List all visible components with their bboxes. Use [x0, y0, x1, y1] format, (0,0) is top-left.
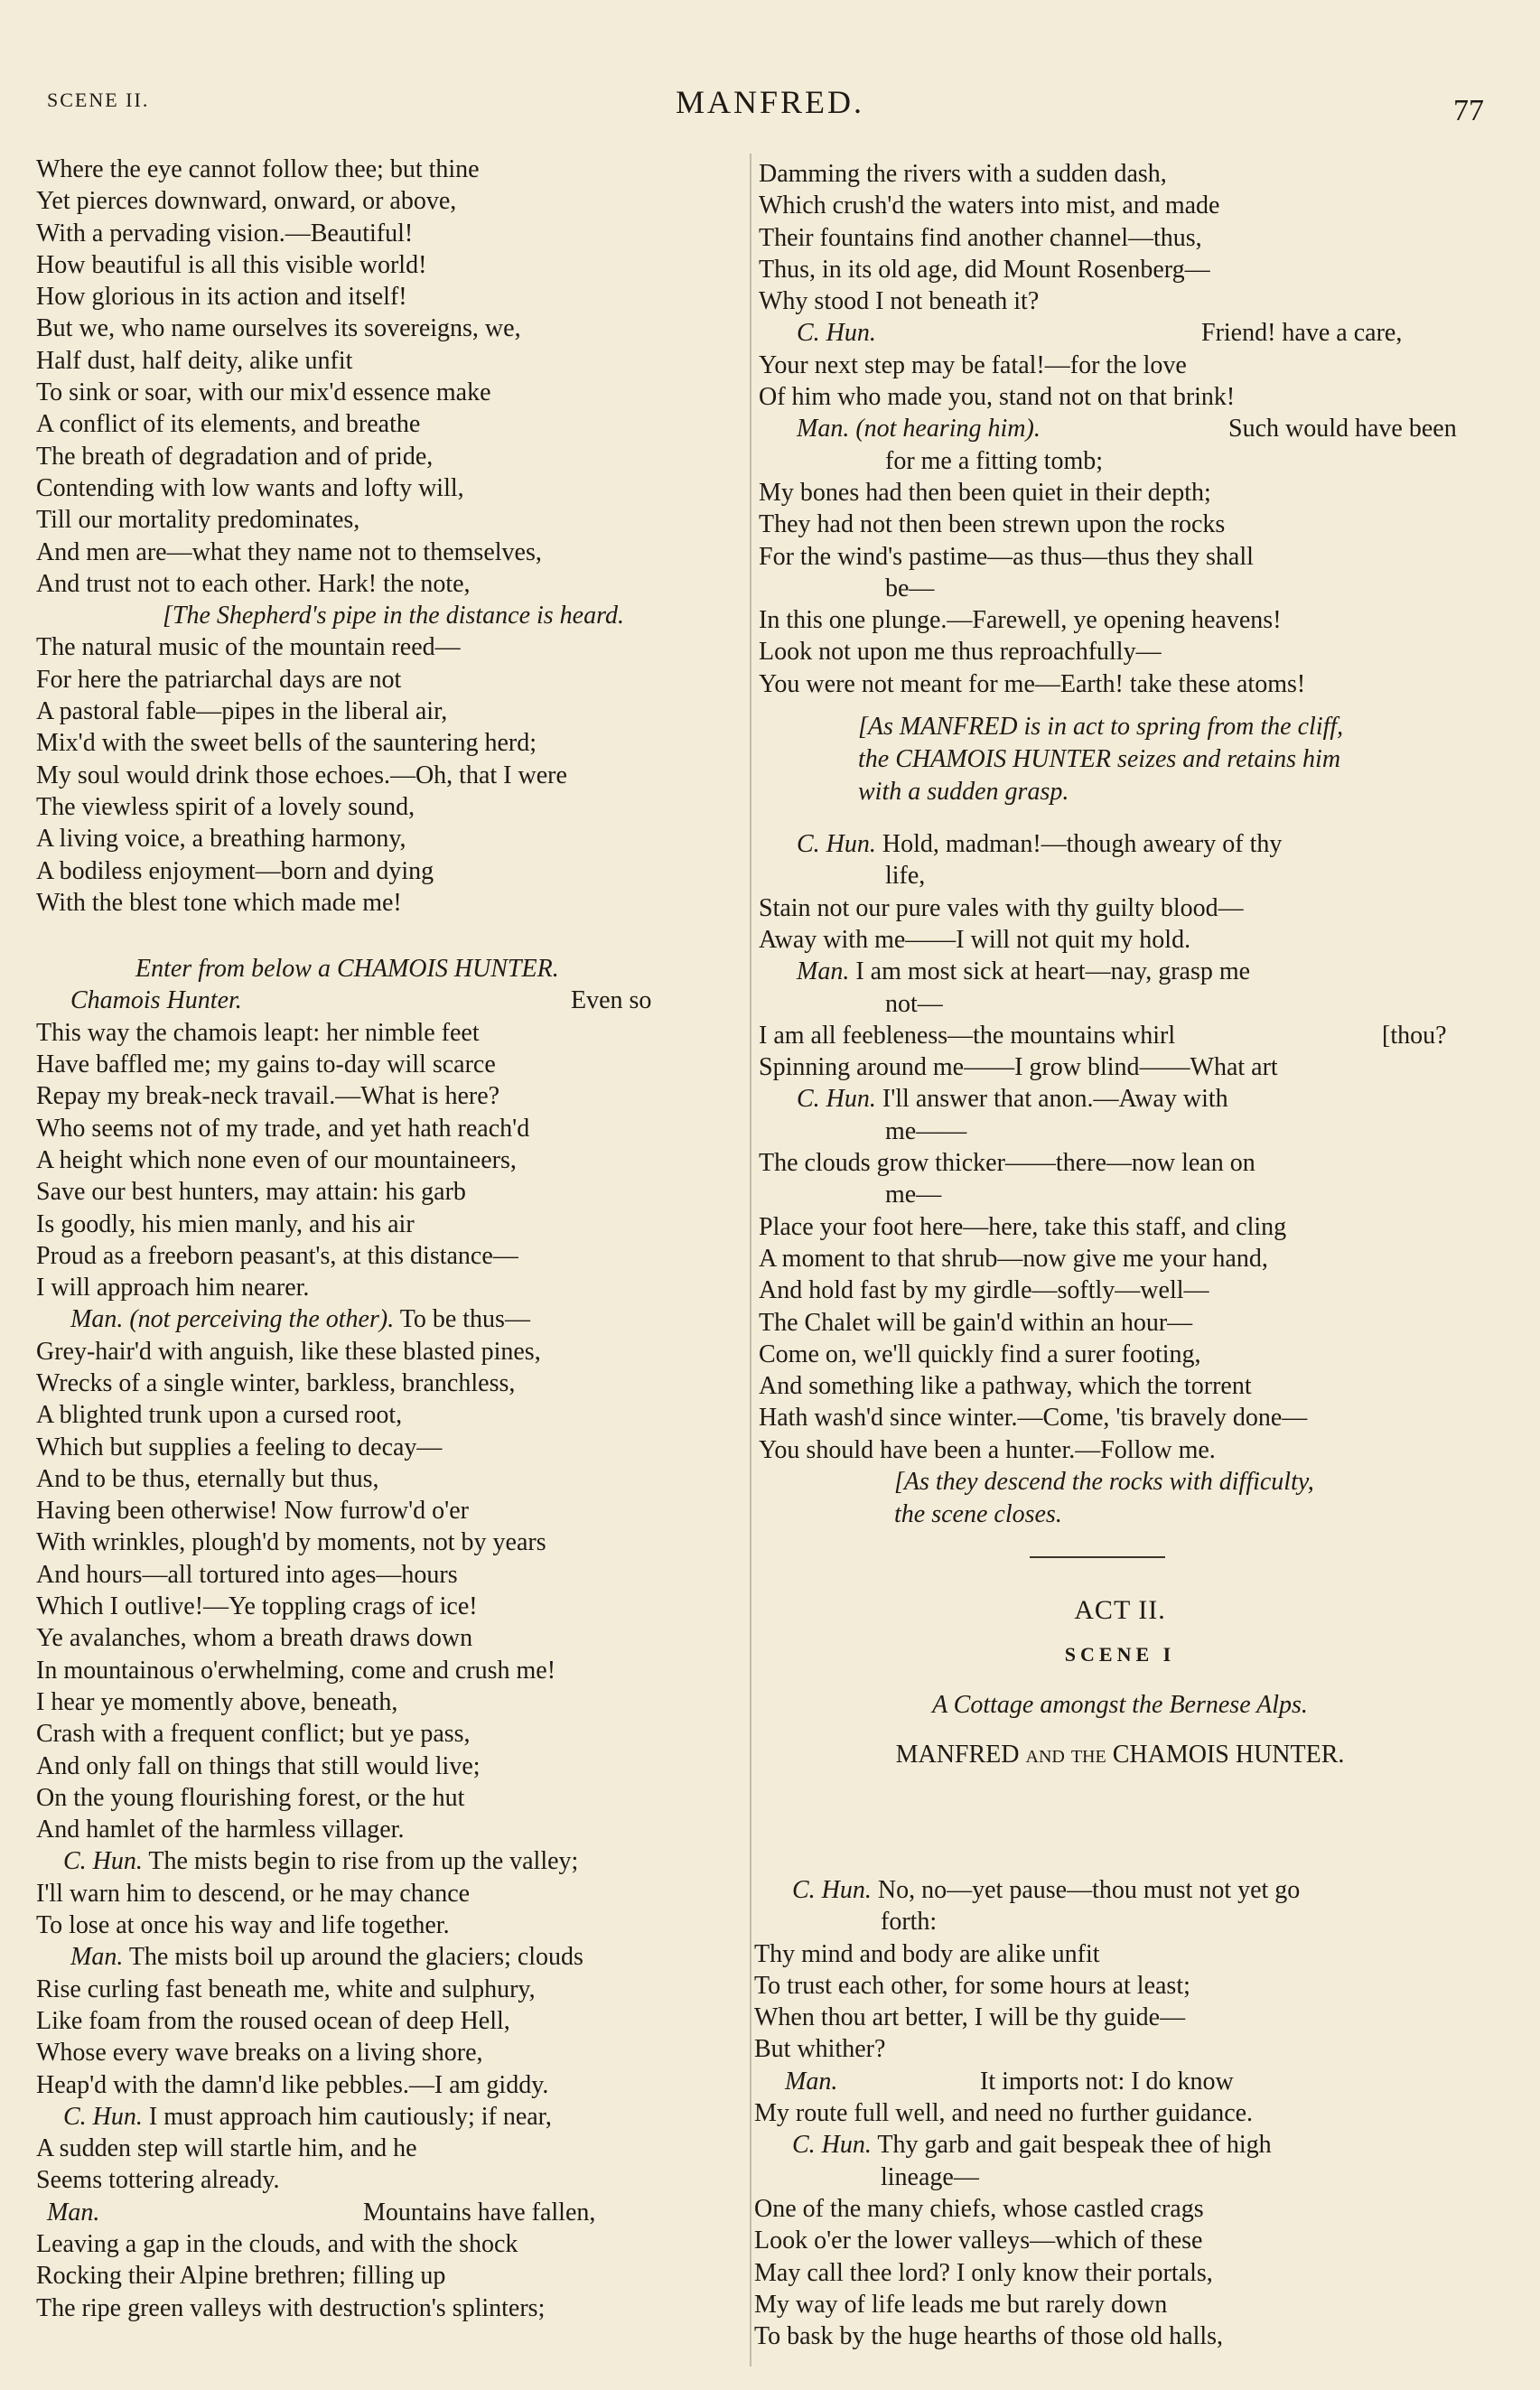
- running-title: MANFRED.: [675, 84, 865, 120]
- stage-direction: [The Shepherd's pipe in the distance is heard.: [163, 602, 624, 630]
- speech-heading: [759, 1083, 1481, 1115]
- verse-line: My way of life leads me but rarely down: [754, 2290, 1168, 2319]
- verse-line: Seems tottering already.: [36, 2166, 280, 2195]
- verse-fragment: Such would have been: [1228, 415, 1457, 443]
- verse-wrap: be—: [885, 574, 935, 602]
- speaker-name: Man.: [785, 2067, 838, 2096]
- verse-line: You were not meant for me—Earth! take these atoms!: [759, 669, 1306, 698]
- verse-line: Half dust, half deity, alike unfit: [36, 346, 353, 375]
- verse-line: Their fountains find another channel—thus,: [759, 223, 1202, 252]
- column-divider: [750, 154, 751, 2367]
- speaker-name: Man. (not hearing him).: [797, 415, 1041, 443]
- verse-line: Stain not our pure vales with thy guilty blood—: [759, 893, 1244, 922]
- verse-line: Which but supplies a feeling to decay—: [36, 1433, 443, 1461]
- verse-wrap: for me a fitting tomb;: [885, 446, 1104, 475]
- scene-title: SCENE I: [1064, 1643, 1176, 1666]
- verse-line: To trust each other, for some hours at least;: [754, 1971, 1190, 2000]
- scene-setting: A Cottage amongst the Bernese Alps.: [932, 1690, 1308, 1719]
- verse-line: With a pervading vision.—Beautiful!: [36, 219, 414, 247]
- verse-line: Repay my break-neck travail.—What is here?: [36, 1082, 500, 1111]
- verse-line: Till our mortality predominates,: [36, 506, 360, 535]
- verse-line: For the wind's pastime—as thus—thus they shall: [759, 542, 1254, 571]
- verse-line: I'll warn him to descend, or he may chance: [36, 1879, 471, 1908]
- verse-fragment: The mists begin to rise from up the valley;: [148, 1847, 579, 1876]
- verse-line: How beautiful is all this visible world!: [36, 250, 427, 279]
- act-title: ACT II.: [1074, 1594, 1166, 1625]
- verse-line: And trust not to each other. Hark! the note,: [36, 569, 471, 598]
- verse-line: Your next step may be fatal!—for the love: [759, 350, 1187, 379]
- verse-line: Have baffled me; my gains to-day will scarce: [36, 1050, 496, 1079]
- section-rule: [1030, 1556, 1165, 1558]
- verse-line: One of the many chiefs, whose castled crags: [754, 2194, 1204, 2223]
- speaker-name: Man.: [797, 957, 850, 986]
- speaker-name: C. Hun.: [792, 2131, 872, 2160]
- verse-line: Whose every wave breaks on a living shore,: [36, 2039, 483, 2068]
- verse-line: Who seems not of my trade, and yet hath reach'd: [36, 1114, 530, 1143]
- verse-line: And only fall on things that still would live;: [36, 1751, 481, 1780]
- speaker-name: C. Hun.: [792, 1876, 872, 1904]
- verse-line: Come on, we'll quickly find a surer footing,: [759, 1340, 1201, 1368]
- speech-heading: [759, 828, 1481, 860]
- verse-line: Look o'er the lower valleys—which of these: [754, 2227, 1203, 2255]
- speaker-name: C. Hun.: [797, 319, 876, 348]
- speaker-name: C. Hun.: [797, 830, 876, 859]
- speech-heading: [36, 985, 741, 1016]
- speech-heading: [754, 2066, 1486, 2097]
- verse-line: This way the chamois leapt: her nimble feet: [36, 1018, 480, 1047]
- verse-line: Why stood I not beneath it?: [759, 287, 1040, 316]
- speech-heading: [36, 2101, 741, 2133]
- verse-line: To lose at once his way and life together.: [36, 1911, 450, 1940]
- verse-line: A conflict of its elements, and breathe: [36, 410, 421, 439]
- verse-fragment: Mountains have fallen,: [363, 2198, 596, 2227]
- verse-line: How glorious in its action and itself!: [36, 283, 407, 312]
- verse-line: Hath wash'd since winter.—Come, 'tis bravely done—: [759, 1404, 1308, 1433]
- verse-line: I hear ye momently above, beneath,: [36, 1687, 398, 1716]
- verse-line: The viewless spirit of a lovely sound,: [36, 792, 415, 821]
- act2-text: [754, 1874, 1486, 2352]
- verse-line: Having been otherwise! Now furrow'd o'er: [36, 1497, 469, 1526]
- speaker-name: Chamois Hunter.: [70, 986, 242, 1015]
- verse-line: Away with me——I will not quit my hold.: [759, 925, 1191, 954]
- verse-line: Like foam from the roused ocean of deep Hell,: [36, 2006, 510, 2035]
- speaker-name: C. Hun.: [797, 1085, 876, 1114]
- verse-line: Look not upon me thus reproachfully—: [759, 638, 1162, 667]
- verse-line: The ripe green valleys with destruction's splinters;: [36, 2293, 546, 2322]
- speaker-name: Man.: [70, 1943, 124, 1972]
- verse-line: I will approach him nearer.: [36, 1274, 310, 1302]
- verse-line: When thou art better, I will be thy guide—: [754, 2003, 1186, 2032]
- speech-heading: [36, 1941, 741, 1973]
- verse-wrap: lineage—: [881, 2162, 979, 2191]
- verse-line: With the blest tone which made me!: [36, 888, 402, 917]
- speech-heading: [759, 956, 1481, 987]
- speech-heading: [754, 1874, 1486, 1906]
- verse-line: They had not then been strewn upon the rocks: [759, 510, 1226, 539]
- speech-heading: [754, 2129, 1486, 2161]
- verse-fragment: I must approach him cautiously; if near,: [148, 2102, 552, 2131]
- verse-line: My route full well, and need no further guidance.: [754, 2099, 1254, 2128]
- page-number: 77: [1453, 94, 1484, 127]
- verse-line: The natural music of the mountain reed—: [36, 633, 461, 662]
- speaker-name: C. Hun.: [63, 2102, 143, 2131]
- verse-line: Save our best hunters, may attain: his garb: [36, 1178, 466, 1207]
- verse-wrap: me——: [885, 1116, 967, 1145]
- speech-heading: [36, 2197, 741, 2228]
- verse-line: You should have been a hunter.—Follow me.: [759, 1435, 1216, 1464]
- verse-line: Which I outlive!—Ye toppling crags of ice!: [36, 1592, 478, 1621]
- verse-line: And men are—what they name not to themselves,: [36, 537, 542, 566]
- verse-line: And hamlet of the harmless villager.: [36, 1816, 405, 1844]
- verse-line: But whither?: [754, 2035, 886, 2064]
- verse-fragment: Friend! have a care,: [1201, 319, 1403, 348]
- right-column: [759, 158, 1481, 1781]
- verse-line: A height which none even of our mountaineers,: [36, 1145, 517, 1174]
- verse-line: Wrecks of a single winter, barkless, branchless,: [36, 1368, 516, 1397]
- verse-fragment: It imports not: I do know: [980, 2067, 1234, 2096]
- verse-line: Grey-hair'd with anguish, like these blasted pines,: [36, 1337, 541, 1366]
- verse-line: Leaving a gap in the clouds, and with the shock: [36, 2230, 518, 2258]
- verse-line: Where the eye cannot follow thee; but thine: [36, 155, 480, 183]
- verse-line: In mountainous o'erwhelming, come and crush me!: [36, 1656, 556, 1685]
- verse-line: Heap'd with the damn'd like pebbles.—I am giddy.: [36, 2070, 549, 2099]
- verse-fragment: Hold, madman!—though aweary of thy: [882, 830, 1283, 859]
- verse-line: [759, 1020, 1481, 1051]
- verse-line: And to be thus, eternally but thus,: [36, 1464, 379, 1493]
- verse-line: To bask by the huge hearths of those old halls,: [754, 2322, 1224, 2351]
- verse-line: A living voice, a breathing harmony,: [36, 825, 406, 854]
- speaker-name: Man. (not perceiving the other).: [70, 1305, 395, 1334]
- verse-line: The Chalet will be gain'd within an hour—: [759, 1308, 1193, 1337]
- speaker-name: Man.: [47, 2198, 100, 2227]
- verse-fragment: I am most sick at heart—nay, grasp me: [855, 957, 1251, 986]
- verse-line: A moment to that shrub—now give me your hand,: [759, 1244, 1268, 1273]
- verse-fragment: To be thus—: [399, 1305, 530, 1334]
- verse-line: Thy mind and body are alike unfit: [754, 1939, 1100, 1968]
- verse-line: A pastoral fable—pipes in the liberal air,: [36, 697, 448, 726]
- verse-line: Thus, in its old age, did Mount Rosenberg—: [759, 255, 1210, 284]
- verse-line: The clouds grow thicker——there—now lean on: [759, 1149, 1255, 1178]
- verse-line: But we, who name ourselves its sovereigns, we,: [36, 314, 521, 343]
- verse-line: Mix'd with the sweet bells of the sauntering herd;: [36, 729, 537, 758]
- verse-fragment: No, no—yet pause—thou must not yet go: [877, 1876, 1301, 1904]
- verse-line: Which crush'd the waters into mist, and made: [759, 191, 1220, 220]
- verse-line: Place your foot here—here, take this staff, and cling: [759, 1212, 1287, 1241]
- stage-direction: [As they descend the rocks with difficulty, the scene closes.: [894, 1467, 1314, 1528]
- verse-line: Contending with low wants and lofty will,: [36, 473, 464, 502]
- stage-direction: [As MANFRED is in act to spring from the cliff, the CHAMOIS HUNTER seizes and retains him with a sudden grasp.: [858, 713, 1344, 807]
- scene-header: SCENE II.: [47, 89, 150, 111]
- verse-line: And hours—all tortured into ages—hours: [36, 1560, 458, 1589]
- verse-line: Ye avalanches, whom a breath draws down: [36, 1624, 473, 1653]
- speaker-name: C. Hun.: [63, 1847, 143, 1876]
- speech-heading: [759, 317, 1481, 349]
- verse-line: A sudden step will startle him, and he: [36, 2134, 417, 2163]
- verse-line: And something like a pathway, which the torrent: [759, 1372, 1252, 1401]
- speech-heading: [36, 1303, 741, 1335]
- verse-fragment: The mists boil up around the glaciers; clouds: [128, 1943, 583, 1972]
- verse-line: My bones had then been quiet in their depth;: [759, 478, 1211, 507]
- verse-fragment: I am all feebleness—the mountains whirl: [759, 1021, 1176, 1050]
- verse-line: For here the patriarchal days are not: [36, 665, 402, 694]
- verse-fragment: Even so: [571, 986, 652, 1015]
- verse-line: May call thee lord? I only know their portals,: [754, 2258, 1213, 2287]
- verse-wrap: forth:: [881, 1908, 938, 1937]
- verse-wrap: life,: [885, 862, 926, 891]
- verse-wrap: me—: [885, 1181, 942, 1209]
- verse-line: With wrinkles, plough'd by moments, not by years: [36, 1528, 546, 1557]
- verse-line: Yet pierces downward, onward, or above,: [36, 187, 457, 216]
- verse-line: Of him who made you, stand not on that brink!: [759, 383, 1236, 412]
- verse-line: And hold fast by my girdle—softly—well—: [759, 1276, 1209, 1305]
- verse-line: Proud as a freeborn peasant's, at this distance—: [36, 1241, 518, 1270]
- verse-turnover: [thou?: [1382, 1021, 1447, 1050]
- verse-line: To sink or soar, with our mix'd essence make: [36, 378, 491, 407]
- speech-heading: [36, 1845, 741, 1877]
- verse-line: My soul would drink those echoes.—Oh, that I were: [36, 761, 567, 789]
- verse-line: In this one plunge.—Farewell, ye opening heavens!: [759, 606, 1282, 635]
- verse-line: A bodiless enjoyment—born and dying: [36, 856, 434, 885]
- verse-line: Rise curling fast beneath me, white and sulphury,: [36, 1975, 536, 2003]
- verse-line: Spinning around me——I grow blind——What art: [759, 1053, 1278, 1082]
- verse-line: Damming the rivers with a sudden dash,: [759, 160, 1167, 188]
- verse-line: Is goodly, his mien manly, and his air: [36, 1209, 415, 1238]
- verse-fragment: Thy garb and gait bespeak thee of high: [877, 2131, 1272, 2160]
- verse-fragment: I'll answer that anon.—Away with: [882, 1085, 1228, 1114]
- speech-heading: [759, 413, 1481, 444]
- verse-wrap: not—: [885, 989, 943, 1018]
- character-entrance: MANFRED and the CHAMOIS HUNTER.: [895, 1740, 1345, 1769]
- verse-line: A blighted trunk upon a cursed root,: [36, 1401, 403, 1430]
- verse-line: On the young flourishing forest, or the hut: [36, 1783, 465, 1812]
- verse-line: Crash with a frequent conflict; but ye pass,: [36, 1720, 471, 1749]
- verse-line: Rocking their Alpine brethren; filling up: [36, 2262, 446, 2291]
- stage-direction: Enter from below a CHAMOIS HUNTER.: [135, 955, 559, 984]
- verse-line: The breath of degradation and of pride,: [36, 442, 434, 471]
- left-column: [36, 154, 741, 2324]
